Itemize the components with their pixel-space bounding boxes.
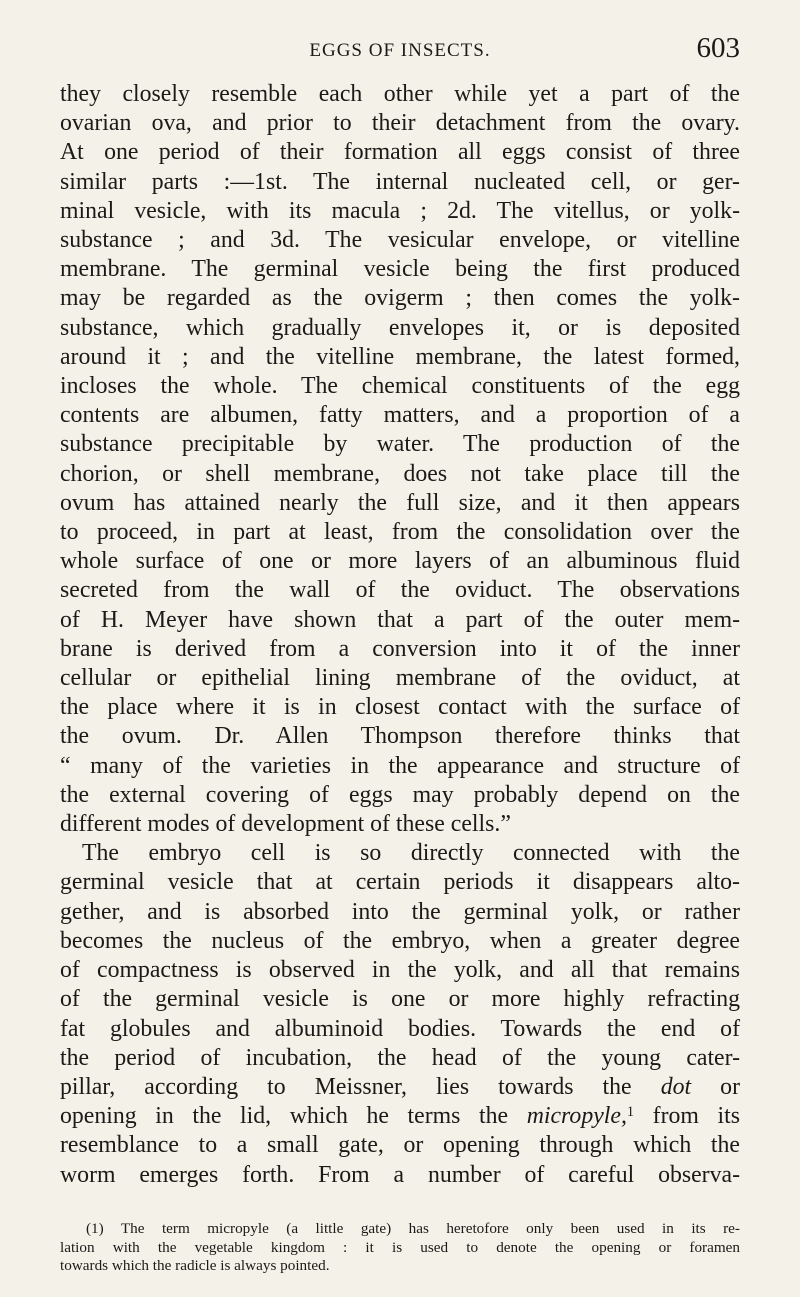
text-run: or — [720, 1073, 740, 1100]
text-line: resemblance to a small gate, or opening through which the — [60, 1132, 740, 1159]
page-number: 603 — [696, 32, 740, 64]
text-line: contents are albumen, fatty matters, and a proportion of a — [60, 402, 740, 429]
text-line: fat globules and albuminoid bodies. Towards the end of — [60, 1015, 740, 1042]
text-line: similar parts :—1st. The internal nucleated cell, or ger- — [60, 168, 740, 195]
text-line: ovum has attained nearly the full size, and it then appears — [60, 489, 740, 516]
text-line: of the germinal vesicle is one or more highly refracting — [60, 986, 740, 1013]
running-head — [60, 32, 740, 72]
text-line: may be regarded as the ovigerm ; then comes the yolk- — [60, 285, 740, 312]
running-title: EGGS OF INSECTS. — [309, 40, 491, 61]
text-line: different modes of development of these cells.” — [60, 811, 511, 838]
text-run: opening in the lid, which he terms the — [60, 1103, 509, 1130]
footnote-line: (1) The term micropyle (a little gate) has heretofore only been used in its re- — [86, 1220, 740, 1237]
italic-term-micropyle: micropyle, — [526, 1103, 627, 1130]
text-line: the ovum. Dr. Allen Thompson therefore thinks that — [60, 723, 740, 750]
text-line: of H. Meyer have shown that a part of the outer mem- — [60, 606, 740, 633]
footnote-line: towards which the radicle is always pointed. — [60, 1257, 330, 1274]
text-line: At one period of their formation all eggs consist of three — [60, 139, 740, 166]
footnote — [60, 1220, 740, 1276]
text-run: pillar, according to Meissner, lies towards the — [60, 1073, 632, 1100]
text-line: worm emerges forth. From a number of careful observa- — [60, 1161, 740, 1188]
text-line: the external covering of eggs may probably depend on the — [60, 781, 740, 808]
text-line: the period of incubation, the head of the young cater- — [60, 1044, 740, 1071]
text-line: “ many of the varieties in the appearance and structure of — [60, 752, 740, 779]
text-line: minal vesicle, with its macula ; 2d. The vitellus, or yolk- — [60, 197, 740, 224]
text-line: whole surface of one or more layers of an albuminous fluid — [60, 548, 740, 575]
text-line: ovarian ova, and prior to their detachment from the ovary. — [60, 110, 740, 137]
text-line: brane is derived from a conversion into it of the inner — [60, 635, 740, 662]
text-line: they closely resemble each other while yet a part of the — [60, 81, 740, 107]
text-line-with-italic — [60, 1102, 740, 1131]
text-line: cellular or epithelial lining membrane of the oviduct, at — [60, 665, 740, 692]
text-line: chorion, or shell membrane, does not take place till the — [60, 460, 740, 487]
text-line: to proceed, in part at least, from the consolidation over the — [60, 519, 740, 546]
text-line: substance precipitable by water. The production of the — [60, 431, 740, 458]
text-line: secreted from the wall of the oviduct. The observations — [60, 577, 740, 604]
text-line: The embryo cell is so directly connected with the — [82, 840, 740, 867]
text-line: of compactness is observed in the yolk, and all that remains — [60, 957, 740, 984]
text-line: gether, and is absorbed into the germinal yolk, or rather — [60, 898, 740, 925]
text-line: the place where it is in closest contact with the surface of — [60, 694, 740, 721]
italic-term-dot: dot — [660, 1073, 692, 1100]
text-line: substance, which gradually envelopes it, or is deposited — [60, 314, 740, 341]
text-line: around it ; and the vitelline membrane, the latest formed, — [60, 343, 740, 370]
text-line-with-italic — [60, 1073, 740, 1102]
body-text — [60, 80, 740, 1190]
text-run: from its — [652, 1103, 740, 1130]
text-line: membrane. The germinal vesicle being the first produced — [60, 256, 740, 283]
text-line: substance ; and 3d. The vesicular envelope, or vitelline — [60, 227, 740, 254]
footnote-marker[interactable]: 1 — [626, 1104, 635, 1121]
footnote-line: lation with the vegetable kingdom : it is used to denote the opening or foramen — [60, 1238, 740, 1256]
text-line: becomes the nucleus of the embryo, when a greater degree — [60, 927, 740, 954]
text-line: germinal vesicle that at certain periods it disappears alto- — [60, 869, 740, 896]
text-line: incloses the whole. The chemical constituents of the egg — [60, 373, 740, 400]
